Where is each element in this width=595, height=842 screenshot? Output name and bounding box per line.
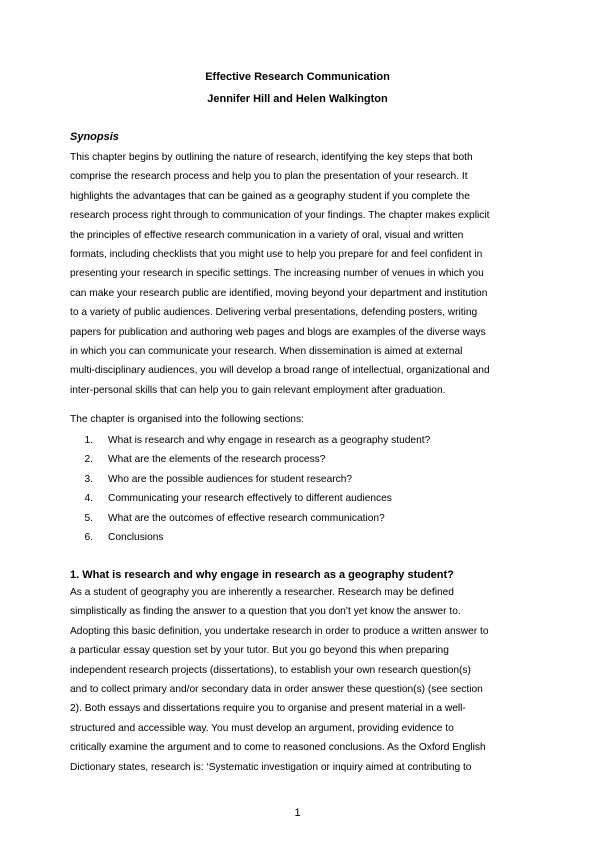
section-1-heading: 1. What is research and why engage in research as a geography student?	[70, 569, 454, 581]
list-item-number: 2.	[84, 454, 93, 466]
document-title: Effective Research Communication	[205, 71, 390, 83]
list-item-text: Communicating your research effectively to different audiences	[108, 493, 392, 505]
synopsis-paragraph	[70, 148, 532, 400]
list-item-text: Conclusions	[108, 532, 164, 544]
list-item-text: What are the outcomes of effective research communication?	[108, 512, 385, 524]
synopsis-line: formats, including checklists that you might use to help you prepare for and feel confident in	[70, 249, 483, 261]
synopsis-line: multi-disciplinary audiences, you will develop a broad range of intellectual, organizational and	[70, 365, 490, 377]
sections-list	[70, 431, 430, 547]
synopsis-line: highlights the advantages that can be gained as a geography student if you complete the	[70, 190, 470, 202]
sections-list-item	[70, 528, 430, 547]
sections-list-item	[70, 509, 430, 528]
document-authors: Jennifer Hill and Helen Walkington	[207, 93, 388, 105]
list-item-text: What is research and why engage in research as a geography student?	[108, 435, 431, 446]
list-item-number: 3.	[84, 473, 93, 485]
section-1-line: simplistically as finding the answer to a question that you don’t yet know the answer to.	[70, 606, 461, 618]
list-item-text: What are the elements of the research process?	[108, 454, 326, 466]
list-item-number: 6.	[84, 532, 93, 544]
section-1-line: Dictionary states, research is: ‘Systematic investigation or inquiry aimed at contributing to	[70, 761, 472, 773]
synopsis-line: presenting your research in specific settings. The increasing number of venues in which you	[70, 268, 484, 280]
synopsis-line: This chapter begins by outlining the nature of research, identifying the key steps that both	[70, 152, 473, 163]
sections-list-item	[70, 431, 430, 450]
section-1-line: critically examine the argument and to come to reasoned conclusions. As the Oxford English	[70, 742, 486, 754]
sections-intro-text: The chapter is organised into the following sections:	[70, 414, 304, 425]
section-1-line: a particular essay question set by your tutor. But you go beyond this when preparing	[70, 645, 449, 657]
sections-intro	[70, 410, 532, 429]
synopsis-line: comprise the research process and help you to plan the presentation of your research. It	[70, 171, 468, 183]
synopsis-line: papers for publication and authoring web pages and blogs are examples of the diverse ways	[70, 326, 486, 338]
section-1-line: Adopting this basic definition, you undertake research in order to produce a written answer to	[70, 625, 489, 637]
synopsis-line: research process right through to communication of your findings. The chapter makes explicit	[70, 210, 490, 222]
list-item-number: 1.	[84, 435, 93, 446]
page-number: 1	[294, 807, 301, 819]
section-1-line: 2). Both essays and dissertations require you to organise and present material in a well-	[70, 703, 466, 715]
sections-list-item	[70, 450, 430, 469]
list-item-number: 5.	[84, 512, 93, 524]
sections-list-item	[70, 489, 430, 508]
synopsis-line: in which you can communicate your research. When dissemination is aimed at external	[70, 346, 463, 358]
synopsis-heading: Synopsis	[70, 131, 119, 143]
section-1-paragraph	[70, 583, 532, 777]
list-item-text: Who are the possible audiences for student research?	[108, 473, 353, 485]
list-item-number: 4.	[84, 493, 93, 505]
synopsis-line: to a variety of public audiences. Delivering verbal presentations, defending posters, writing	[70, 307, 478, 319]
synopsis-line: inter-personal skills that can help you to gain relevant employment after graduation.	[70, 384, 446, 396]
section-1-line: independent research projects (dissertations), to establish your own research question(s)	[70, 664, 471, 676]
synopsis-line: the principles of effective research communication in a variety of oral, visual and written	[70, 229, 464, 241]
section-1-line: structured and accessible way. You must develop an argument, providing evidence to	[70, 722, 454, 734]
sections-list-item	[70, 470, 430, 489]
section-1-line: As a student of geography you are inherently a researcher. Research may be defined	[70, 587, 454, 598]
section-1-line: and to collect primary and/or secondary data in order answer these question(s) (see section	[70, 684, 483, 696]
synopsis-line: can make your research public are identified, moving beyond your department and institution	[70, 287, 488, 299]
